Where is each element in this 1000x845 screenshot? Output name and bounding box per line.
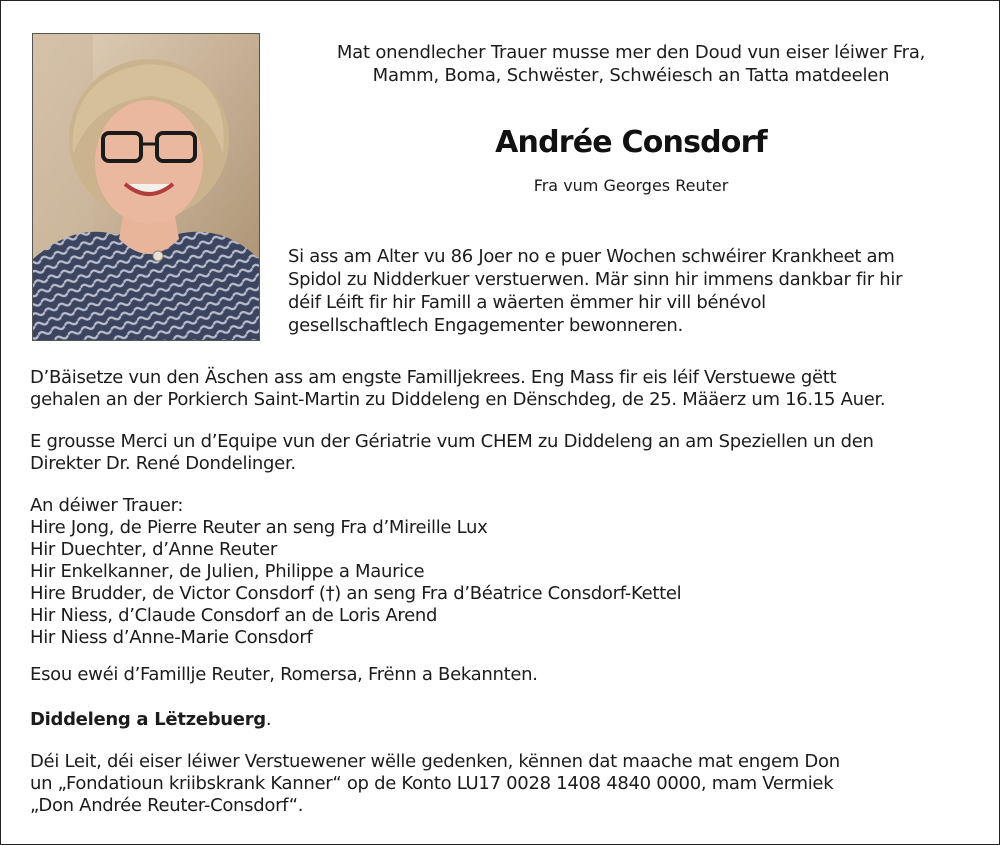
- family-line: Esou ewéi d’Famillje Reuter, Romersa, Frënn a Bekannten.: [30, 664, 538, 685]
- paragraph-line: E grousse Merci un d’Equipe vun der Gériatrie vum CHEM zu Diddeleng an am Speziellen un den: [30, 431, 874, 452]
- paragraph-line: Si ass am Alter vu 86 Joer no e puer Wochen schwéirer Krankheet am: [288, 246, 895, 267]
- ceremony-paragraph: [30, 367, 975, 411]
- paragraph-line: un „Fondatioun kriibskrank Kanner“ op de Konto LU17 0028 1408 4840 0000, mam Vermiek: [30, 773, 834, 794]
- paragraph-line: Déi Leit, déi eiser léiwer Verstuewener wëlle gedenken, kënnen dat maache mat engem Don: [30, 751, 840, 772]
- paragraph-line: déif Léift fir hir Famill a wäerten ëmmer hir vill bénévol: [288, 292, 766, 313]
- list-item: Hir Duechter, d’Anne Reuter: [30, 539, 277, 560]
- list-item: Hire Jong, de Pierre Reuter an seng Fra d’Mireille Lux: [30, 517, 488, 538]
- list-item: Hir Enkelkanner, de Julien, Philippe a Maurice: [30, 561, 425, 582]
- list-item: Hir Niess, d’Claude Consdorf an de Loris Arend: [30, 605, 438, 626]
- mourners-list: [30, 495, 975, 649]
- paragraph-line: gesellschaftlech Engagementer bewonneren.: [288, 315, 683, 336]
- place-line: [30, 709, 975, 731]
- intro-line: Mamm, Boma, Schwëster, Schwéiesch an Tatta matdeelen: [372, 65, 890, 86]
- paragraph-line: Spidol zu Nidderkuer verstuerwen. Mär sinn hir immens dankbar fir hir: [288, 269, 903, 290]
- intro-announcement: [286, 41, 976, 87]
- paragraph-line: D’Bäisetze vun den Äschen ass am engste Familljekrees. Eng Mass fir eis léif Verstuewe gëtt: [30, 367, 837, 388]
- place-punct: .: [265, 709, 272, 730]
- portrait-icon: [33, 34, 259, 340]
- portrait-photo: [32, 33, 260, 341]
- thanks-paragraph: [30, 431, 975, 475]
- mourners-heading: An déiwer Trauer:: [30, 495, 184, 516]
- list-item: Hir Niess d’Anne-Marie Consdorf: [30, 627, 313, 648]
- death-paragraph: [288, 245, 974, 337]
- place-name: Diddeleng a Lëtzebuerg: [30, 709, 266, 730]
- spouse-line: Fra vum Georges Reuter: [533, 176, 729, 195]
- intro-line: Mat onendlecher Trauer musse mer den Doud vun eiser léiwer Fra,: [336, 42, 926, 63]
- list-item: Hire Brudder, de Victor Consdorf (†) an seng Fra d’Béatrice Consdorf-Kettel: [30, 583, 682, 604]
- donation-paragraph: [30, 751, 975, 817]
- paragraph-line: „Don Andrée Reuter-Consdorf“.: [30, 795, 304, 816]
- deceased-name: Andrée Consdorf: [495, 125, 767, 160]
- paragraph-line: Direkter Dr. René Dondelinger.: [30, 453, 296, 474]
- paragraph-line: gehalen an der Porkierch Saint-Martin zu Diddeleng en Dënschdeg, de 25. Määerz um 16.15 Auer.: [30, 389, 886, 410]
